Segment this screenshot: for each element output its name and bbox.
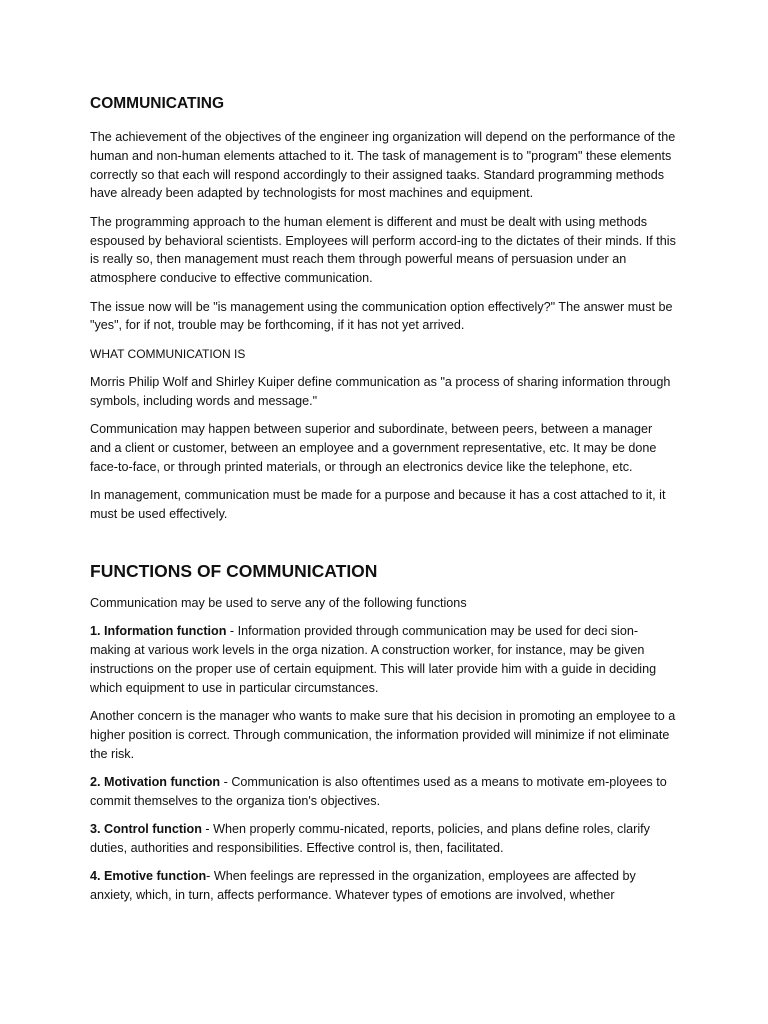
- paragraph: In management, communication must be made for a purpose and because it has a cost attached to it, it must be used effectively.: [90, 488, 666, 522]
- function-item: [90, 820, 676, 858]
- function-label: 4. Emotive function: [90, 869, 207, 884]
- function-text: Another concern is the manager who wants to make sure that his decision in promoting an employee to a higher position is correct. Through communication, the information provided will minimize if not eliminate the risk.: [90, 709, 676, 761]
- paragraph: The programming approach to the human element is different and must be dealt with using methods espoused by behavioral scientists. Employees will perform accord-ing to the dictates of their minds. If this is really so, then management must reach them through powerful means of persuasion under an atmosphere conducive to effective communication.: [90, 214, 676, 286]
- function-label: 3. Control function: [90, 822, 202, 837]
- section-title-communicating: COMMUNICATING: [90, 95, 225, 112]
- paragraph-intro: Communication may be used to serve any of the following functions: [90, 595, 467, 610]
- paragraph: Communication may happen between superior and subordinate, between peers, between a manager and a client or customer, between an employee and a government representative, etc. It may be done face-to-face, or through printed materials, or through an electronics device like the telephone, etc.: [90, 422, 657, 474]
- paragraph: Morris Philip Wolf and Shirley Kuiper define communication as "a process of sharing information through symbols, including words and message.": [90, 375, 671, 408]
- function-label: 2. Motivation function: [90, 775, 221, 790]
- function-item: [90, 622, 676, 697]
- paragraph: [90, 707, 676, 763]
- function-text: - When properly commu-nicated, reports, policies, and plans define roles, clarify duties, authorities and responsibilities. Effective control is, then, facilitated.: [90, 822, 650, 856]
- function-text: - When feelings are repressed in the organization, employees are affected by anxiety, which, in turn, affects performance. Whatever types of emotions are involved, whether: [90, 869, 636, 903]
- section-title-functions: FUNCTIONS OF COMMUNICATION: [90, 560, 378, 581]
- document-page: [90, 94, 676, 915]
- paragraph: The issue now will be "is management using the communication option effectively?" The answer must be "yes", for if not, trouble may be forthcoming, if it has not yet arrived.: [90, 299, 673, 333]
- paragraph: The achievement of the objectives of the engineer ing organization will depend on the performance of the human and non-human elements attached to it. The task of management is to "program" these elements correctly so that each will respond accordingly to their assigned taaks. Standard programming methods have already been adapted by technologists for most machines and equipment.: [90, 130, 676, 201]
- function-text: - Information provided through communication may be used for deci sion-making at various work levels in the orga nization. A construction worker, for instance, may be given instructions on the proper use of certain equipment. This will later provide him with a guide in deciding which equipment to use in particular circumstances.: [90, 624, 657, 695]
- function-label: 1. Information function: [90, 624, 227, 639]
- function-text: - Communication is also oftentimes used as a means to motivate em-ployees to commit themselves to the organiza tion's objectives.: [90, 775, 667, 808]
- subheading-what-communication-is: WHAT COMMUNICATION IS: [90, 346, 246, 361]
- function-item: [90, 773, 676, 811]
- function-item: [90, 867, 676, 905]
